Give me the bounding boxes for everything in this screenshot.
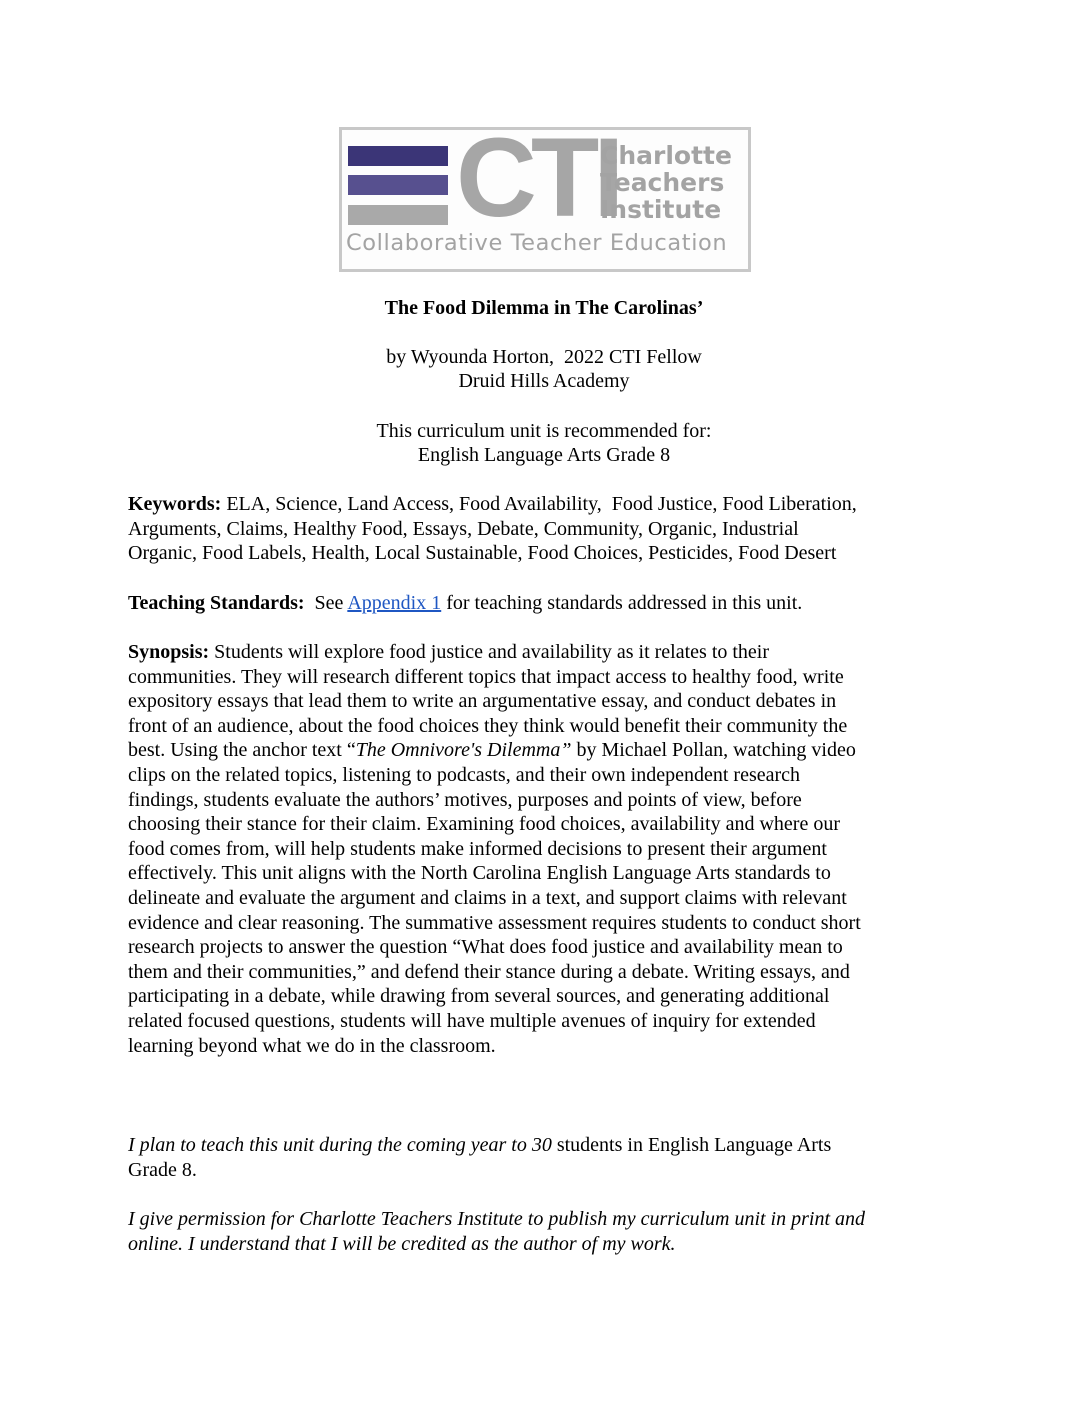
appendix-1-link[interactable]: Appendix 1 — [347, 592, 442, 614]
synopsis-line: learning beyond what we do in the classroom. — [128, 1034, 496, 1057]
synopsis-line: research projects to answer the question “What does food justice and availability mean to — [128, 936, 843, 959]
standards-line — [128, 591, 928, 616]
keywords-label: Keywords: — [128, 493, 222, 515]
keywords-line: Organic, Food Labels, Health, Local Sustainable, Food Choices, Pesticides, Food Desert — [128, 542, 837, 565]
cti-logo — [339, 115, 751, 272]
author-block — [0, 345, 1088, 393]
standards-post: for teaching standards addressed in this unit. — [441, 592, 803, 614]
synopsis-line: effectively. This unit aligns with the North Carolina English Language Arts standards to — [128, 862, 831, 885]
standards-label: Teaching Standards: — [128, 592, 305, 614]
keywords-line — [128, 492, 928, 517]
synopsis-line: participating in a debate, while drawing from several sources, and generating additional — [128, 985, 830, 1008]
synopsis-line: delineate and evaluate the argument and claims in a text, and support claims with relevant — [128, 886, 847, 909]
plan-rest: students in English Language Arts — [551, 1134, 832, 1156]
recommendation-intro: This curriculum unit is recommended for: — [376, 420, 712, 442]
synopsis-text: Students will explore food justice and availability as it relates to their — [209, 641, 770, 663]
plan-line — [128, 1133, 928, 1158]
synopsis-text: by Michael Pollan, watching video — [571, 739, 856, 762]
permission-line: I give permission for Charlotte Teachers Institute to publish my curriculum unit in print and — [128, 1208, 866, 1230]
synopsis-line: evidence and clear reasoning. The summative assessment requires students to conduct short — [128, 911, 861, 934]
plan-italic: I plan to teach this unit during the coming year to 30 — [128, 1134, 552, 1156]
keywords-section — [128, 492, 928, 566]
logo-tagline: Collaborative Teacher Education — [346, 230, 728, 256]
synopsis-line: communities. They will research different topics that impact access to healthy food, write — [128, 665, 844, 688]
logo-org-line: Teachers — [600, 168, 725, 197]
synopsis-line — [128, 738, 928, 763]
teaching-plan-statement — [128, 1133, 928, 1182]
recommendation-block — [0, 419, 1088, 467]
synopsis-label: Synopsis: — [128, 641, 210, 663]
synopsis-line: clips on the related topics, listening to podcasts, and their own independent research — [128, 763, 801, 786]
synopsis-line: them and their communities,” and defend their stance during a debate. Writing essays, and — [128, 960, 850, 983]
logo-org-name — [600, 142, 732, 223]
logo-org-line: Institute — [600, 195, 722, 224]
document-title: The Food Dilemma in The Carolinas’ — [384, 297, 704, 319]
plan-line: Grade 8. — [128, 1158, 197, 1181]
permission-line: online. I understand that I will be credited as the author of my work. — [128, 1232, 676, 1255]
recommendation-subject: English Language Arts Grade 8 — [417, 444, 671, 466]
anchor-text-title: The Omnivore's Dilemma” — [355, 739, 572, 762]
author-school: Druid Hills Academy — [458, 370, 630, 392]
teaching-standards-section — [128, 591, 928, 616]
logo-bar-dark — [348, 146, 448, 166]
logo-acronym: CTI — [456, 115, 619, 240]
synopsis-line: food comes from, will help students make informed decisions to present their argument — [128, 837, 827, 860]
permission-statement — [128, 1207, 928, 1256]
synopsis-text: best. Using the anchor text “ — [128, 739, 356, 762]
synopsis-line: related focused questions, students will have multiple avenues of inquiry for extended — [128, 1009, 816, 1032]
synopsis-line: front of an audience, about the food choices they think would benefit their community the — [128, 714, 848, 737]
synopsis-section — [128, 640, 928, 1058]
synopsis-line: choosing their stance for their claim. Examining food choices, availability and where our — [128, 813, 840, 836]
keywords-line: Arguments, Claims, Healthy Food, Essays, Debate, Community, Organic, Industrial — [128, 517, 799, 540]
synopsis-line: expository essays that lead them to write an argumentative essay, and conduct debates in — [128, 690, 837, 713]
logo-bar-gray — [348, 205, 448, 225]
author-byline: by Wyounda Horton, 2022 CTI Fellow — [386, 346, 702, 368]
synopsis-line: findings, students evaluate the authors’ motives, purposes and points of view, before — [128, 788, 802, 811]
logo-bar-medium — [348, 175, 448, 195]
keywords-text: ELA, Science, Land Access, Food Availability, Food Justice, Food Liberation, — [221, 493, 857, 515]
logo-org-line: Charlotte — [600, 141, 732, 170]
synopsis-line — [128, 640, 928, 665]
standards-pre: See — [304, 592, 348, 614]
